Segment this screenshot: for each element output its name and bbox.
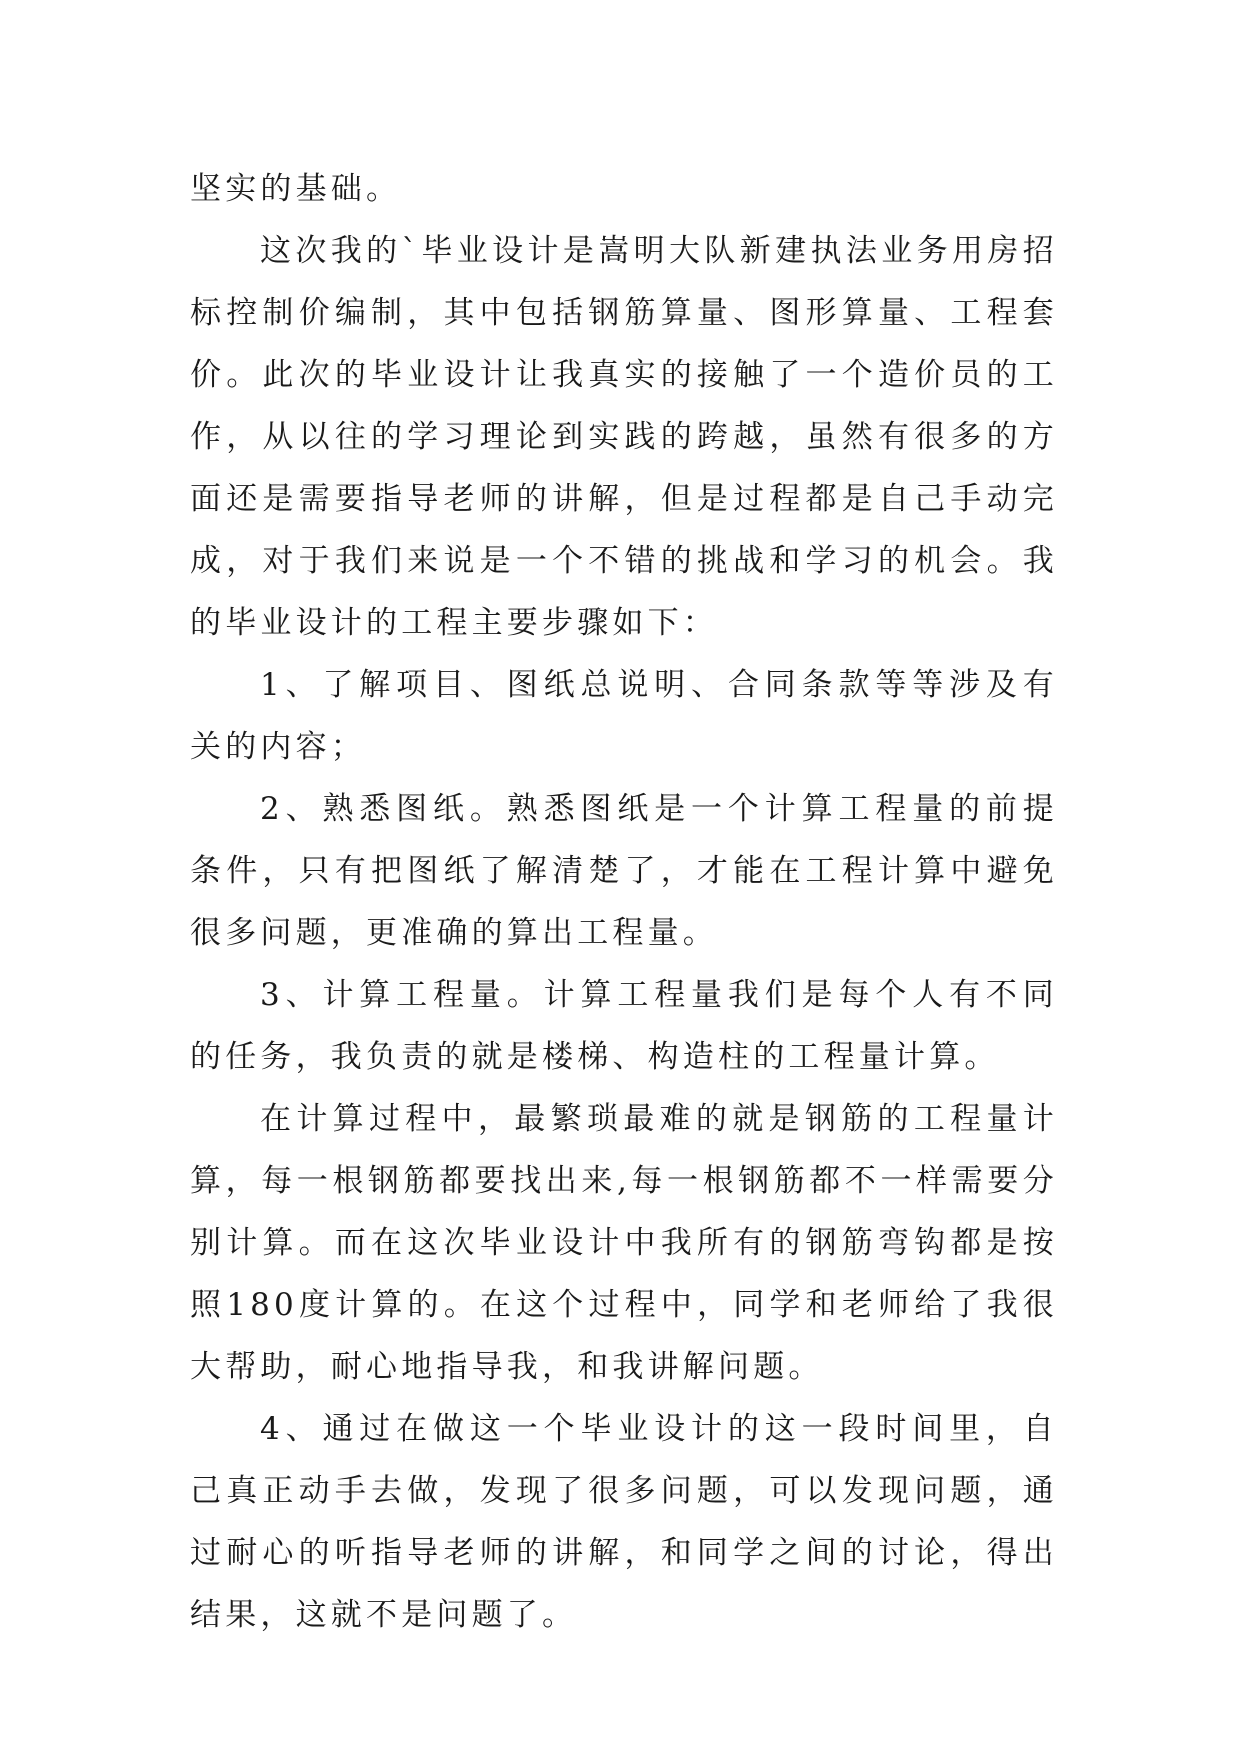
body-text [190, 158, 1058, 1646]
paragraph-step-1: 1、了解项目、图纸总说明、合同条款等等涉及有关的内容； [190, 667, 1058, 765]
paragraph-continuation: 坚实的基础。 [190, 171, 402, 207]
paragraph-step-2: 2、熟悉图纸。熟悉图纸是一个计算工程量的前提条件，只有把图纸了解清楚了，才能在工程计算中避免很多问题，更准确的算出工程量。 [190, 791, 1058, 951]
paragraph-step-3: 3、计算工程量。计算工程量我们是每个人有不同的任务，我负责的就是楼梯、构造柱的工程量计算。 [190, 977, 1058, 1075]
paragraph-rebar-calculation: 在计算过程中，最繁琐最难的就是钢筋的工程量计算，每一根钢筋都要找出来,每一根钢筋都不一样需要分别计算。而在这次毕业设计中我所有的钢筋弯钩都是按照180度计算的。在这个过程中，同学和老师给了我很大帮助，耐心地指导我，和我讲解问题。 [190, 1101, 1058, 1385]
paragraph-project-overview: 这次我的`毕业设计是嵩明大队新建执法业务用房招标控制价编制，其中包括钢筋算量、图形算量、工程套价。此次的毕业设计让我真实的接触了一个造价员的工作，从以往的学习理论到实践的跨越，虽然有很多的方面还是需要指导老师的讲解，但是过程都是自己手动完成，对于我们来说是一个不错的挑战和学习的机会。我的毕业设计的工程主要步骤如下： [190, 233, 1058, 641]
paragraph-step-4: 4、通过在做这一个毕业设计的这一段时间里，自己真正动手去做，发现了很多问题，可以发现问题，通过耐心的听指导老师的讲解，和同学之间的讨论，得出结果，这就不是问题了。 [190, 1411, 1058, 1633]
